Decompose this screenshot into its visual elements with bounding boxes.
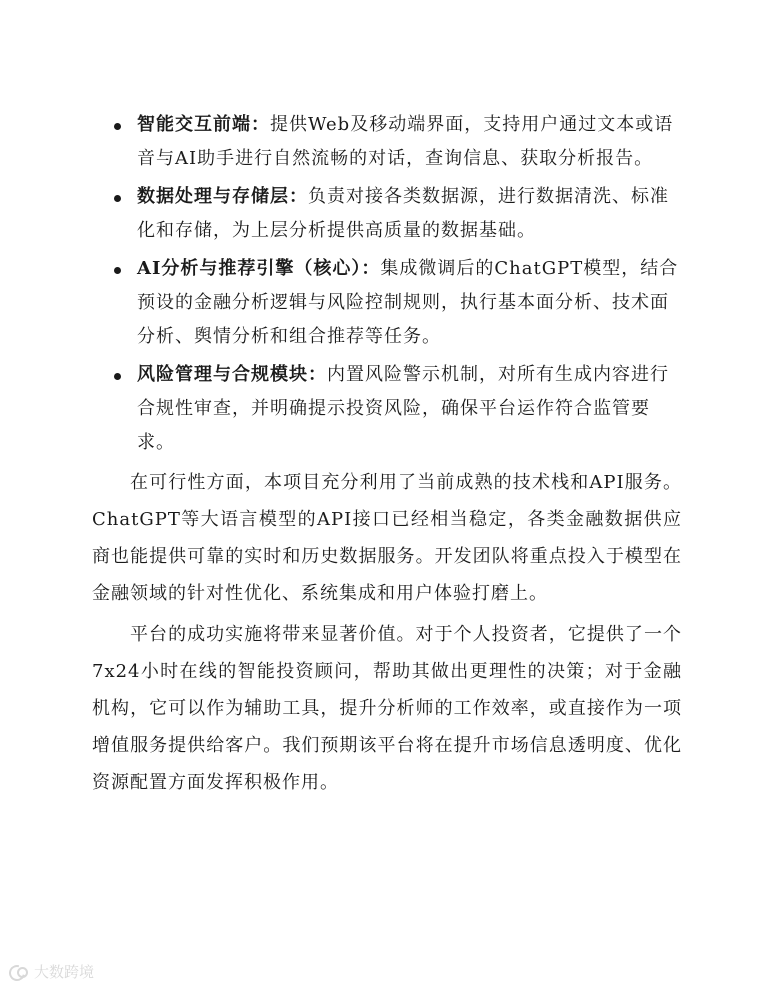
- list-item-term: AI分析与推荐引擎（核心）：: [137, 258, 381, 279]
- list-item: [92, 252, 682, 354]
- bullet-icon: [114, 123, 121, 130]
- value-paragraph: 平台的成功实施将带来显著价值。对于个人投资者，它提供了一个7x24小时在线的智能投资顾问，帮助其做出更理性的决策；对于金融机构，它可以作为辅助工具，提升分析师的工作效率，或直接作为一项增值服务提供给客户。我们预期该平台将在提升市场信息透明度、优化资源配置方面发挥积极作用。: [92, 624, 682, 793]
- watermark-text: 大数跨境: [34, 963, 95, 981]
- list-item-text: 内置风险警示机制，对所有生成内容进行合规性审查，并明确提示投资风险，确保平台运作符合监管要求。: [137, 364, 669, 453]
- bullet-icon: [114, 373, 121, 380]
- list-item: [92, 108, 682, 176]
- brand-logo-icon: [8, 963, 30, 981]
- list-item-term: 数据处理与存储层：: [137, 186, 308, 207]
- document-body: [92, 108, 682, 801]
- watermark: [8, 961, 94, 982]
- list-item-text: 集成微调后的ChatGPT模型，结合预设的金融分析逻辑与风险控制规则，执行基本面分析、技术面分析、舆情分析和组合推荐等任务。: [137, 258, 679, 347]
- list-item-text: 负责对接各类数据源，进行数据清洗、标准化和存储，为上层分析提供高质量的数据基础。: [137, 186, 669, 241]
- feasibility-paragraph: 在可行性方面，本项目充分利用了当前成熟的技术栈和API服务。ChatGPT等大语言模型的API接口已经相当稳定，各类金融数据供应商也能提供可靠的实时和历史数据服务。开发团队将重点投入于模型在金融领域的针对性优化、系统集成和用户体验打磨上。: [92, 472, 682, 604]
- bullet-icon: [114, 195, 121, 202]
- architecture-list: [92, 108, 682, 460]
- list-item-text: 提供Web及移动端界面，支持用户通过文本或语音与AI助手进行自然流畅的对话，查询信息、获取分析报告。: [137, 114, 674, 169]
- list-item: [92, 358, 682, 460]
- list-item-term: 风险管理与合规模块：: [137, 364, 327, 385]
- bullet-icon: [114, 267, 121, 274]
- list-item-term: 智能交互前端：: [137, 114, 270, 135]
- list-item: [92, 180, 682, 248]
